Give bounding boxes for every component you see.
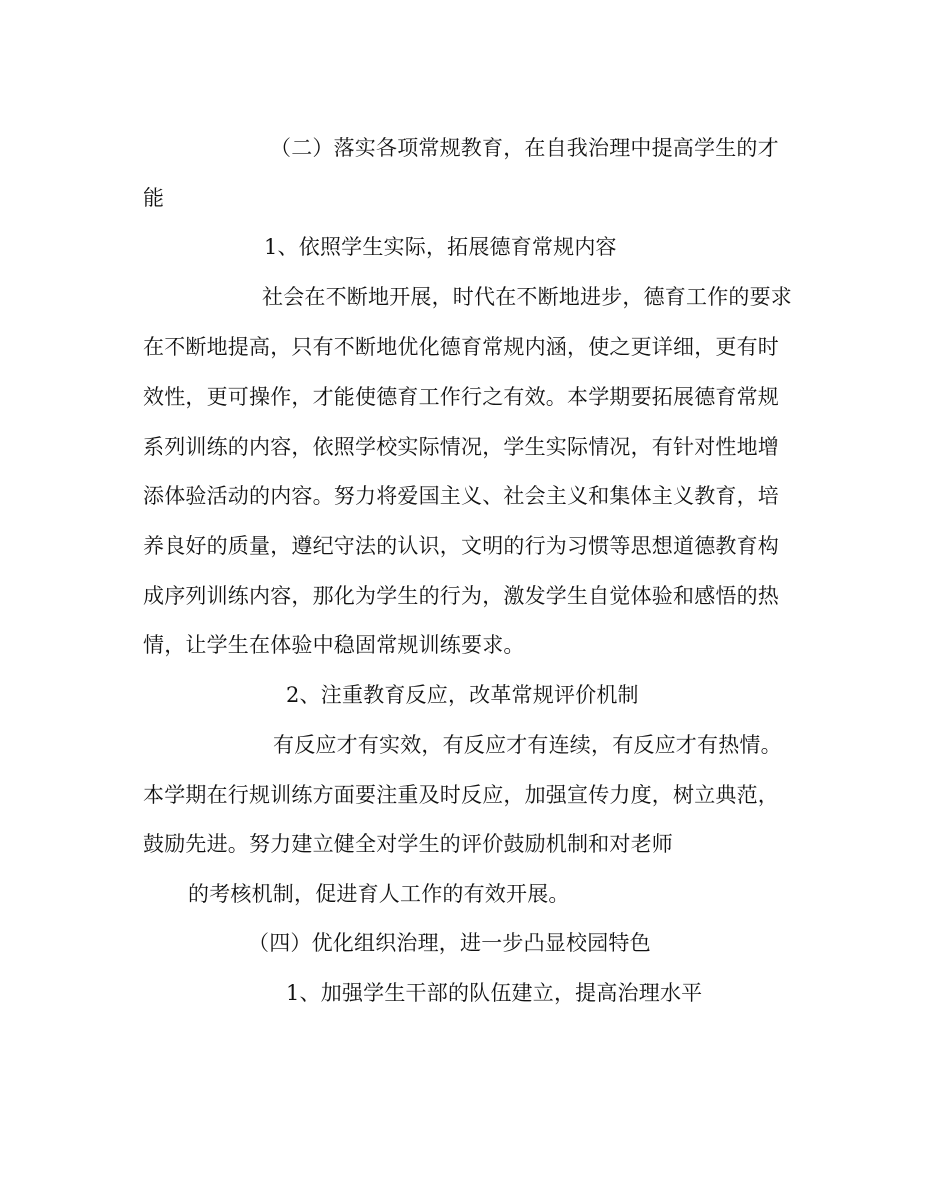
paragraph-line: 有反应才有实效，有反应才有连续，有反应才有热情。 [273,733,782,757]
paragraph-line: 在不断地提高，只有不断地优化德育常规内涵，使之更详细，更有时 [143,335,779,359]
paragraph-line: 社会在不断地开展，时代在不断地进步，德育工作的要求 [262,285,792,309]
section-heading-four: （四）优化组织治理，进一步凸显校园特色 [248,931,651,955]
paragraph-line: 鼓励先进。努力建立健全对学生的评价鼓励机制和对老师 [143,832,673,856]
paragraph-line: 添体验活动的内容。努力将爱国主义、社会主义和集体主义教育，培 [143,484,779,508]
paragraph-line: 的考核机制，促进育人工作的有效开展。 [188,882,570,906]
paragraph-line: 成序列训练内容，那化为学生的行为，激发学生自觉体验和感悟的热 [143,584,779,608]
paragraph-line: 效性，更可操作，才能使德育工作行之有效。本学期要拓展德育常规 [143,385,779,409]
paragraph-line: 养良好的质量，遵纪守法的认识，文明的行为习惯等思想道德教育构 [143,534,779,558]
section-heading-two: （二）落实各项常规教育，在自我治理中提高学生的才 [270,136,779,160]
subheading-one: 1、依照学生实际，拓展德育常规内容 [264,235,617,259]
subheading-one-section-four: 1、加强学生干部的队伍建立，提高治理水平 [286,981,703,1005]
paragraph-line: 情，让学生在体验中稳固常规训练要求。 [143,633,525,657]
paragraph-line: 本学期在行规训练方面要注重及时反应，加强宣传力度，树立典范， [143,783,779,807]
paragraph-line: 系列训练的内容，依照学校实际情况，学生实际情况，有针对性地增 [143,435,779,459]
section-heading-two-continuation: 能 [143,186,165,210]
subheading-two: 2、注重教育反应，改革常规评价机制 [286,683,639,707]
